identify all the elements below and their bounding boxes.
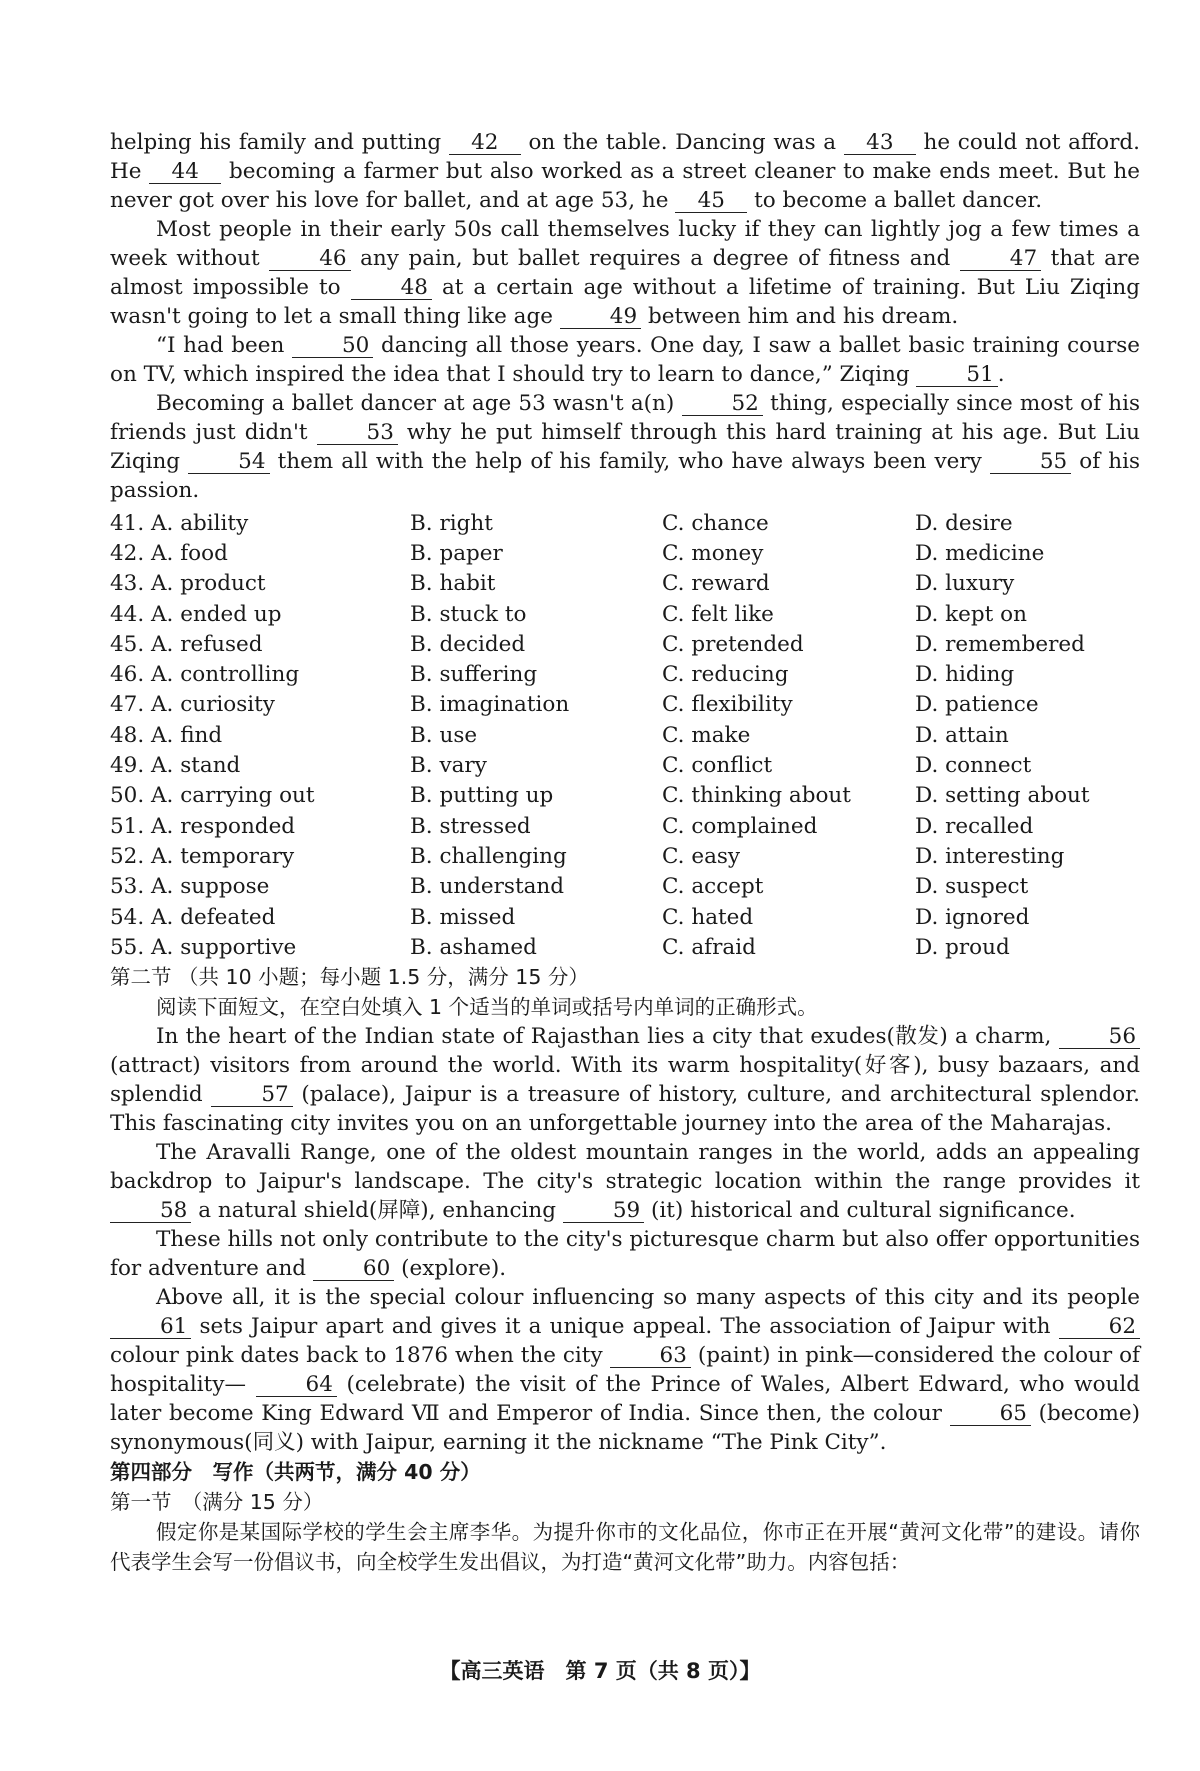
option-cell: 55. A. supportive bbox=[110, 934, 297, 960]
options-table bbox=[110, 508, 1090, 962]
option-cell: B. imagination bbox=[410, 692, 570, 718]
text-segment: (explore). bbox=[394, 1256, 507, 1282]
option-row bbox=[110, 902, 1090, 932]
blank-61: 61 bbox=[110, 1316, 191, 1339]
option-cell: 44. A. ended up bbox=[110, 601, 282, 627]
option-row bbox=[110, 781, 1090, 811]
option-cell: D. medicine bbox=[915, 540, 1045, 566]
grammar-paragraph-2 bbox=[110, 1138, 1140, 1225]
text-segment: “I had been bbox=[156, 333, 292, 358]
option-row bbox=[110, 659, 1090, 689]
option-cell: 54. A. defeated bbox=[110, 904, 276, 930]
text-segment: Most people in their early 50s call themselves lucky if they can lightly jog a few times a week without bbox=[110, 217, 1140, 271]
option-cell: C. afraid bbox=[662, 934, 756, 960]
option-cell: B. paper bbox=[410, 540, 503, 566]
grammar-paragraph-1 bbox=[110, 1022, 1140, 1138]
page-footer: 【高三英语 第 7 页（共 8 页）】 bbox=[439, 1659, 761, 1683]
blank-49: 49 bbox=[560, 306, 641, 329]
option-cell: C. pretended bbox=[662, 631, 804, 657]
blank-63: 63 bbox=[610, 1345, 691, 1368]
blank-52: 52 bbox=[682, 393, 763, 416]
text-segment: on the table. Dancing was a bbox=[520, 130, 844, 155]
option-cell: D. attain bbox=[915, 722, 1009, 748]
option-row bbox=[110, 872, 1090, 902]
cloze-paragraph-3 bbox=[110, 331, 1140, 389]
option-cell: D. kept on bbox=[915, 601, 1027, 627]
option-cell: C. hated bbox=[662, 904, 754, 930]
text-segment: (attract) visitors from around the world. With its warm hospitality(好客), busy bazaars, and splendid bbox=[110, 1053, 1140, 1108]
blank-46: 46 bbox=[269, 248, 350, 271]
option-cell: 45. A. refused bbox=[110, 631, 263, 657]
option-cell: 48. A. find bbox=[110, 722, 223, 748]
option-cell: 42. A. food bbox=[110, 540, 228, 566]
text-segment: a natural shield(屏障), enhancing bbox=[191, 1198, 563, 1224]
blank-62: 62 bbox=[1059, 1316, 1140, 1339]
option-cell: B. vary bbox=[410, 753, 487, 779]
option-cell: 53. A. suppose bbox=[110, 874, 270, 900]
option-cell: D. connect bbox=[915, 753, 1032, 779]
option-cell: D. ignored bbox=[915, 904, 1030, 930]
option-cell: B. use bbox=[410, 722, 478, 748]
option-cell: C. chance bbox=[662, 510, 769, 536]
blank-42: 42 bbox=[449, 132, 521, 155]
option-row bbox=[110, 629, 1090, 659]
option-row bbox=[110, 690, 1090, 720]
option-row bbox=[110, 508, 1090, 538]
option-cell: B. habit bbox=[410, 571, 496, 597]
option-cell: C. flexibility bbox=[662, 692, 793, 718]
option-cell: D. luxury bbox=[915, 571, 1015, 597]
option-cell: B. understand bbox=[410, 874, 565, 900]
text-segment: them all with the help of his family, who have always been very bbox=[269, 449, 990, 474]
grammar-paragraph-3 bbox=[110, 1225, 1140, 1283]
option-cell: C. accept bbox=[662, 874, 764, 900]
option-cell: B. decided bbox=[410, 631, 526, 657]
text-segment: The Aravalli Range, one of the oldest mountain ranges in the world, adds an appealing backdrop to Jaipur's landscape. The city's strategic location within the range provides it bbox=[110, 1140, 1140, 1195]
blank-47: 47 bbox=[960, 248, 1041, 271]
part4-subheading: 第一节 （满分 15 分） bbox=[110, 1490, 324, 1515]
text-segment: . bbox=[997, 362, 1005, 387]
blank-56: 56 bbox=[1059, 1026, 1140, 1049]
text-segment: becoming a farmer but also worked as a street cleaner to make ends meet. But he never got over his love for ballet, and at age 53, he bbox=[110, 159, 1140, 213]
option-cell: 41. A. ability bbox=[110, 510, 249, 536]
text-segment: (it) historical and cultural significance. bbox=[644, 1198, 1076, 1224]
text-segment: he could not afford. He bbox=[110, 130, 1140, 184]
text-segment: (become) synonymous(同义) with Jaipur, earning it the nickname “The Pink City”. bbox=[110, 1401, 1140, 1456]
blank-60: 60 bbox=[313, 1258, 394, 1281]
text-segment: that are almost impossible to bbox=[110, 246, 1140, 300]
text-segment: thing, especially since most of his friends just didn't bbox=[110, 391, 1141, 445]
text-segment: In the heart of the Indian state of Rajasthan lies a city that exudes(散发) a charm, bbox=[156, 1024, 1059, 1050]
blank-53: 53 bbox=[317, 422, 398, 445]
option-cell: B. ashamed bbox=[410, 934, 537, 960]
blank-65: 65 bbox=[950, 1403, 1031, 1426]
grammar-paragraph-4 bbox=[110, 1283, 1140, 1457]
blank-48: 48 bbox=[351, 277, 432, 300]
blank-44: 44 bbox=[149, 161, 221, 184]
blank-57: 57 bbox=[211, 1084, 292, 1107]
option-row bbox=[110, 750, 1090, 780]
option-cell: D. suspect bbox=[915, 874, 1029, 900]
text-segment: (celebrate) the visit of the Prince of Wales, Albert Edward, who would later become King Edward Ⅶ and Emperor of India. Since then, the colour bbox=[110, 1372, 1140, 1427]
option-cell: C. reward bbox=[662, 571, 770, 597]
blank-50: 50 bbox=[292, 335, 373, 358]
option-cell: B. missed bbox=[410, 904, 516, 930]
option-cell: C. reducing bbox=[662, 662, 789, 688]
option-cell: D. proud bbox=[915, 934, 1010, 960]
option-cell: D. desire bbox=[915, 510, 1013, 536]
option-cell: 51. A. responded bbox=[110, 813, 296, 839]
option-cell: 43. A. product bbox=[110, 571, 266, 597]
option-cell: 52. A. temporary bbox=[110, 843, 295, 869]
option-cell: C. felt like bbox=[662, 601, 774, 627]
option-cell: 47. A. curiosity bbox=[110, 692, 275, 718]
text-segment: colour pink dates back to 1876 when the city bbox=[110, 1343, 610, 1369]
exam-page bbox=[110, 128, 1140, 1577]
blank-64: 64 bbox=[256, 1374, 337, 1397]
option-row bbox=[110, 841, 1090, 871]
writing-prompt: 假定你是某国际学校的学生会主席李华。为提升你市的文化品位，你市正在开展“黄河文化带”的建设。请你代表学生会写一份倡议书，向全校学生发出倡议，为打造“黄河文化带”助力。内容包括： bbox=[110, 1520, 1140, 1575]
option-row bbox=[110, 569, 1090, 599]
text-segment: (paint) in pink—considered the colour of hospitality— bbox=[110, 1343, 1140, 1398]
option-row bbox=[110, 932, 1090, 962]
text-segment: These hills not only contribute to the city's picturesque charm but also offer opportunities for adventure and bbox=[110, 1227, 1140, 1282]
option-cell: C. conflict bbox=[662, 753, 773, 779]
blank-45: 45 bbox=[675, 190, 747, 213]
cloze-paragraph-1 bbox=[110, 128, 1140, 215]
option-cell: B. challenging bbox=[410, 843, 567, 869]
text-segment: (palace), Jaipur is a treasure of history, culture, and architectural splendor. This fascinating city invites you on an unforgettable journey into the area of the Maharajas. bbox=[110, 1082, 1140, 1137]
option-cell: C. complained bbox=[662, 813, 818, 839]
blank-59: 59 bbox=[563, 1200, 644, 1223]
text-segment: Becoming a ballet dancer at age 53 wasn't a(n) bbox=[156, 391, 682, 416]
option-row bbox=[110, 811, 1090, 841]
text-segment: sets Jaipur apart and gives it a unique appeal. The association of Jaipur with bbox=[191, 1314, 1059, 1340]
blank-58: 58 bbox=[110, 1200, 191, 1223]
option-cell: C. thinking about bbox=[662, 783, 851, 809]
blank-43: 43 bbox=[844, 132, 916, 155]
option-cell: C. money bbox=[662, 540, 764, 566]
text-segment: helping his family and putting bbox=[110, 130, 449, 155]
option-cell: B. suffering bbox=[410, 662, 538, 688]
option-cell: B. right bbox=[410, 510, 493, 536]
part4-heading: 第四部分 写作（共两节，满分 40 分） bbox=[110, 1460, 481, 1485]
option-cell: B. stressed bbox=[410, 813, 531, 839]
option-row bbox=[110, 599, 1090, 629]
option-cell: 46. A. controlling bbox=[110, 662, 300, 688]
text-segment: why he put himself through this hard training at his age. But Liu Ziqing bbox=[110, 420, 1140, 474]
section-instruction: 阅读下面短文，在空白处填入 1 个适当的单词或括号内单词的正确形式。 bbox=[156, 995, 818, 1020]
blank-55: 55 bbox=[990, 451, 1071, 474]
option-cell: 50. A. carrying out bbox=[110, 783, 315, 809]
text-segment: to become a ballet dancer. bbox=[747, 188, 1043, 213]
option-cell: D. remembered bbox=[915, 631, 1085, 657]
option-row bbox=[110, 538, 1090, 568]
option-row bbox=[110, 720, 1090, 750]
option-cell: B. stuck to bbox=[410, 601, 527, 627]
text-segment: at a certain age without a lifetime of training. But Liu Ziqing wasn't going to let a small thing like age bbox=[110, 275, 1140, 329]
option-cell: D. patience bbox=[915, 692, 1039, 718]
text-segment: Above all, it is the special colour influencing so many aspects of this city and its people bbox=[156, 1285, 1140, 1311]
text-segment: between him and his dream. bbox=[641, 304, 959, 329]
section-heading: 第二节 （共 10 小题；每小题 1.5 分，满分 15 分） bbox=[110, 965, 589, 990]
text-segment: any pain, but ballet requires a degree of fitness and bbox=[350, 246, 960, 271]
blank-54: 54 bbox=[188, 451, 269, 474]
option-cell: D. hiding bbox=[915, 662, 1015, 688]
text-segment: of his passion. bbox=[110, 449, 1140, 503]
cloze-paragraph-2 bbox=[110, 215, 1140, 331]
option-cell: D. recalled bbox=[915, 813, 1034, 839]
option-cell: 49. A. stand bbox=[110, 753, 241, 779]
blank-51: 51 bbox=[916, 364, 997, 387]
option-cell: C. make bbox=[662, 722, 751, 748]
cloze-paragraph-4 bbox=[110, 389, 1140, 505]
option-cell: B. putting up bbox=[410, 783, 554, 809]
option-cell: C. easy bbox=[662, 843, 741, 869]
option-cell: D. setting about bbox=[915, 783, 1090, 809]
text-segment: dancing all those years. One day, I saw a ballet basic training course on TV, which inspired the idea that I should try to learn to dance,” Ziqing bbox=[110, 333, 1140, 387]
option-cell: D. interesting bbox=[915, 843, 1065, 869]
